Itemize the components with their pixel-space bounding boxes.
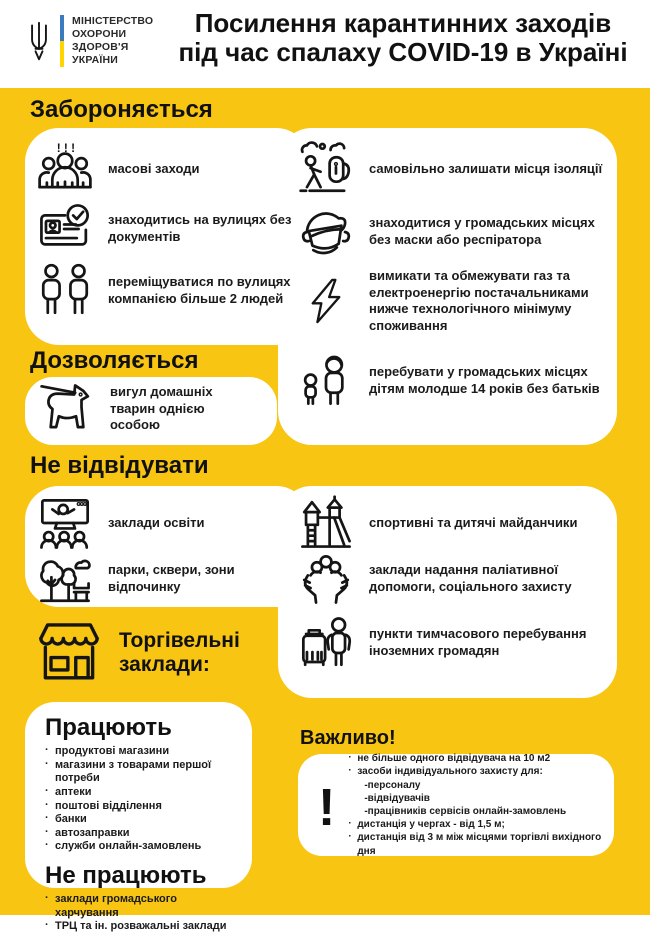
- ministry-line: ЗДОРОВ'Я: [72, 41, 129, 54]
- lightning-icon: [297, 272, 355, 330]
- trident-icon: [26, 15, 52, 67]
- working-item: · служби онлайн-замовлень: [45, 840, 236, 854]
- ministry-name: [72, 15, 153, 68]
- do-not-visit-item-palliative: [297, 550, 609, 608]
- important-item: · засоби індивідуального захисту для:: [348, 765, 604, 778]
- item-text: вимикати та обмежувати газ та електроенергію постачальниками нижче технологічного мінімуму споживання: [369, 268, 589, 333]
- important-item: · дистанція у чергах - від 1,5 м;: [348, 818, 604, 831]
- ministry-line: УКРАЇНИ: [72, 54, 119, 67]
- item-text: знаходитись на вулицях без документів: [108, 212, 292, 244]
- allowed-item-dog-walking: [38, 380, 264, 438]
- do-not-visit-item-foreigners: [297, 614, 609, 672]
- id-card-check-icon: [36, 200, 94, 258]
- person-leaving-isolation-icon: [297, 140, 355, 198]
- important-subitem: -працівників сервісів онлайн-замовлень: [364, 806, 567, 817]
- working-item: · магазини з товарами першої потреби: [45, 759, 236, 786]
- ministry-line: МІНІСТЕРСТВО: [72, 15, 154, 27]
- working-heading: Працюють: [45, 714, 172, 741]
- title-line-1: Посилення карантинних заходів: [194, 8, 612, 38]
- svg-text:! ! !: ! ! !: [56, 141, 76, 155]
- important-heading: Важливо!: [300, 727, 396, 749]
- page-title: [162, 9, 644, 66]
- not-working-item: · заклади громадського харчування: [45, 893, 236, 920]
- working-list: [45, 745, 236, 854]
- prohibited-item-children: [297, 352, 609, 410]
- header: [0, 0, 650, 88]
- flag-divider: [60, 15, 64, 67]
- prohibited-item-no-documents: [36, 200, 298, 258]
- item-text: заклади освіти: [108, 514, 205, 530]
- storefront-icon: [33, 617, 105, 689]
- important-item: · дистанція від 3 м між місцями торгівлі вихідного дня: [348, 831, 604, 857]
- do-not-visit-item-parks: [36, 550, 298, 608]
- ministry-line: ОХОРОНИ: [72, 28, 127, 41]
- prohibited-item-no-mask: [297, 203, 609, 261]
- working-item: · банки: [45, 813, 236, 827]
- important-list: [348, 752, 604, 858]
- working-item: · аптеки: [45, 786, 236, 800]
- item-text: парки, сквери, зони відпочинку: [108, 562, 235, 594]
- title-line-2: під час спалаху COVID-19 в Україні: [178, 36, 628, 67]
- trade-heading: Торгівельні заклади:: [119, 628, 240, 676]
- prohibited-item-leave-isolation: [297, 140, 609, 198]
- dog-on-leash-icon: [38, 380, 96, 438]
- adult-child-icon: [297, 352, 355, 410]
- section-heading-do-not-visit: Не відвідувати: [30, 452, 209, 479]
- do-not-visit-item-playgrounds: [297, 494, 609, 552]
- item-text: заклади надання паліативної допомоги, соціального захисту: [369, 562, 572, 594]
- section-heading-allowed: Дозволяється: [30, 347, 199, 374]
- two-people-icon: [36, 262, 94, 320]
- item-text: перебувати у громадських місцях дітям молодше 14 років без батьків: [369, 364, 600, 396]
- luggage-person-icon: [297, 614, 355, 672]
- item-text: масові заходи: [108, 160, 200, 176]
- crowd-icon: [36, 140, 94, 198]
- do-not-visit-item-education: [36, 494, 298, 552]
- not-working-item: · ТРЦ та ін. розважальні заклади: [45, 920, 236, 934]
- working-item: · автозаправки: [45, 827, 236, 841]
- exclamation-icon: !: [318, 778, 336, 837]
- face-mask-icon: [297, 203, 355, 261]
- not-working-list: [45, 893, 236, 934]
- not-working-heading: Не працюють: [45, 862, 207, 889]
- item-text: переміщуватися по вулицях компанією більше 2 людей: [108, 274, 291, 306]
- item-text: пункти тимчасового перебування іноземних громадян: [369, 626, 587, 658]
- item-text: спортивні та дитячі майданчики: [369, 514, 578, 530]
- ministry-logo: [26, 15, 153, 68]
- prohibited-item-utilities: [297, 268, 609, 335]
- working-item: · продуктові магазини: [45, 745, 236, 759]
- working-card: [25, 702, 252, 933]
- prohibited-item-groups: [36, 262, 298, 320]
- park-icon: [36, 550, 94, 608]
- item-text: знаходитися у громадських місцях без маски або респіратора: [369, 215, 595, 247]
- item-text: самовільно залишати місця ізоляції: [369, 160, 603, 176]
- section-heading-prohibited: Забороняється: [30, 96, 213, 123]
- important-item: · не більше одного відвідувача на 10 м2: [348, 752, 604, 765]
- prohibited-item-mass-events: [36, 140, 298, 198]
- care-hands-icon: [297, 550, 355, 608]
- trade-heading-block: [33, 617, 277, 689]
- playground-icon: [297, 494, 355, 552]
- important-card: [298, 754, 614, 856]
- item-text: вигул домашніх тварин однією особою: [110, 384, 213, 433]
- working-item: · поштові відділення: [45, 800, 236, 814]
- important-subitem: -відвідувачів: [364, 792, 430, 804]
- important-subitem: -персоналу: [364, 779, 421, 791]
- classroom-icon: [36, 494, 94, 552]
